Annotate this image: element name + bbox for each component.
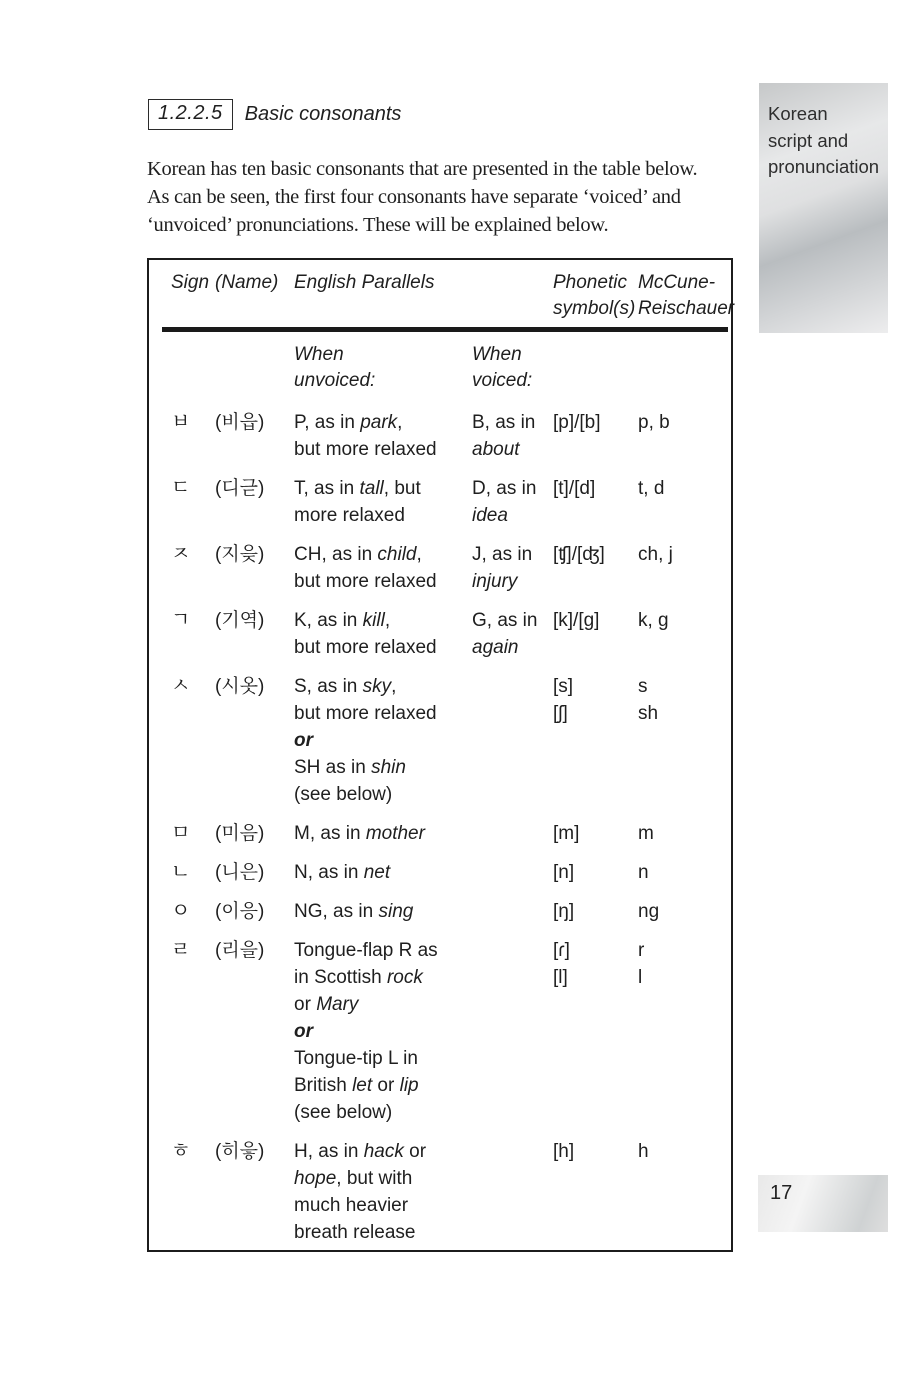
mccune-cell: h — [638, 1141, 649, 1162]
english-unvoiced-cell: T, as in tall, but more relaxed — [294, 478, 421, 526]
english-unvoiced-cell: S, as in sky, but more relaxed or SH as in shin (see below) — [294, 676, 437, 805]
phonetic-cell: [ɾ] [l] — [553, 940, 570, 988]
intro-line: As can be seen, the first four consonants have separate ‘voiced’ and — [147, 186, 681, 208]
table-row — [171, 820, 723, 847]
english-voiced-cell — [472, 859, 553, 886]
mccune-cell: p, b — [638, 412, 670, 433]
table-row — [171, 475, 723, 529]
header-english-parallels: English Parallels — [294, 272, 435, 293]
english-unvoiced-cell: H, as in hack or hope, but with much heavier breath release — [294, 1141, 427, 1243]
english-unvoiced-cell: Tongue-flap R as in Scottish rock or Mary or Tongue-tip L in British let or lip (see below) — [294, 940, 438, 1123]
subheader-when-unvoiced: When unvoiced: — [294, 344, 376, 391]
intro-line: ‘unvoiced’ pronunciations. These will be explained below. — [147, 214, 609, 236]
name-cell: (시옷) — [215, 676, 265, 697]
table-row — [171, 607, 723, 661]
mccune-cell: m — [638, 823, 654, 844]
intro-line: Korean has ten basic consonants that are presented in the table below. — [147, 158, 698, 180]
english-voiced-cell — [472, 820, 553, 847]
name-cell: (기역) — [215, 610, 265, 631]
english-unvoiced-cell: P, as in park, but more relaxed — [294, 412, 437, 460]
table-row — [171, 898, 723, 925]
english-voiced-cell: J, as in injury — [472, 544, 533, 592]
table-body — [149, 409, 731, 1246]
sidebar-running-head — [759, 83, 888, 333]
sign-cell: ㄹ — [171, 939, 191, 961]
name-cell: (미음) — [215, 823, 265, 844]
phonetic-cell: [t]/[d] — [553, 478, 596, 499]
sign-cell: ㅅ — [171, 675, 191, 697]
english-voiced-cell — [472, 937, 553, 1126]
mccune-cell: s sh — [638, 676, 659, 724]
english-voiced-cell — [472, 673, 553, 808]
sign-cell: ㄷ — [171, 477, 191, 499]
header-sign: Sign — [171, 272, 210, 293]
sign-cell: ㄴ — [171, 861, 191, 883]
mccune-cell: t, d — [638, 478, 665, 499]
name-cell: (지읒) — [215, 544, 265, 565]
section-number: 1.2.2.5 — [148, 99, 233, 130]
header-mccune: McCune- Reischauer — [638, 272, 735, 319]
sign-cell: ㅇ — [171, 900, 191, 922]
english-voiced-cell: G, as in again — [472, 610, 538, 658]
name-cell: (리을) — [215, 940, 265, 961]
mccune-cell: n — [638, 862, 649, 883]
english-voiced-cell: D, as in idea — [472, 478, 537, 526]
mccune-cell: k, g — [638, 610, 669, 631]
header-name: (Name) — [215, 272, 279, 293]
table-row — [171, 859, 723, 886]
page-number: 17 — [770, 1182, 793, 1204]
name-cell: (디귿) — [215, 478, 265, 499]
phonetic-cell: [k]/[g] — [553, 610, 600, 631]
sidebar-line: Korean — [768, 103, 828, 124]
english-unvoiced-cell: M, as in mother — [294, 823, 425, 844]
header-rule — [162, 327, 728, 332]
english-unvoiced-cell: K, as in kill, but more relaxed — [294, 610, 437, 658]
sidebar-line: script and — [768, 129, 849, 151]
table-row — [171, 1138, 723, 1246]
section-heading — [148, 99, 401, 130]
page-number-box — [758, 1175, 888, 1232]
phonetic-cell: [p]/[b] — [553, 412, 601, 433]
sign-cell: ㄱ — [171, 609, 191, 631]
sidebar-line: pronunciation — [768, 156, 880, 177]
table-subheader — [149, 342, 731, 394]
name-cell: (히읗) — [215, 1141, 265, 1162]
section-title: Basic consonants — [244, 103, 402, 125]
english-voiced-cell — [472, 898, 553, 925]
phonetic-cell: [ʧ]/[ʤ] — [553, 544, 605, 565]
phonetic-cell: [ŋ] — [553, 901, 575, 922]
name-cell: (이응) — [215, 901, 265, 922]
table-row — [171, 409, 723, 463]
consonant-table — [147, 258, 733, 1252]
phonetic-cell: [h] — [553, 1141, 575, 1162]
phonetic-cell: [m] — [553, 823, 580, 844]
table-header — [149, 260, 735, 322]
english-unvoiced-cell: CH, as in child, but more relaxed — [294, 544, 437, 592]
name-cell: (비읍) — [215, 412, 265, 433]
table-row — [171, 937, 723, 1126]
sign-cell: ㅂ — [171, 411, 191, 433]
phonetic-cell: [s] [ʃ] — [553, 676, 574, 724]
english-voiced-cell — [472, 1138, 553, 1246]
mccune-cell: ng — [638, 901, 660, 922]
sign-cell: ㅈ — [171, 543, 191, 565]
table-row — [171, 673, 723, 808]
subheader-when-voiced: When voiced: — [472, 344, 533, 391]
sign-cell: ㅁ — [171, 822, 191, 844]
english-voiced-cell: B, as in about — [472, 412, 536, 460]
english-unvoiced-cell: NG, as in sing — [294, 901, 414, 922]
phonetic-cell: [n] — [553, 862, 575, 883]
mccune-cell: r l — [638, 940, 645, 988]
table-row — [171, 541, 723, 595]
intro-paragraph — [147, 155, 767, 239]
header-phonetic: Phonetic symbol(s) — [553, 272, 636, 319]
sign-cell: ㅎ — [171, 1140, 191, 1162]
mccune-cell: ch, j — [638, 544, 673, 565]
name-cell: (니은) — [215, 862, 265, 883]
english-unvoiced-cell: N, as in net — [294, 862, 391, 883]
